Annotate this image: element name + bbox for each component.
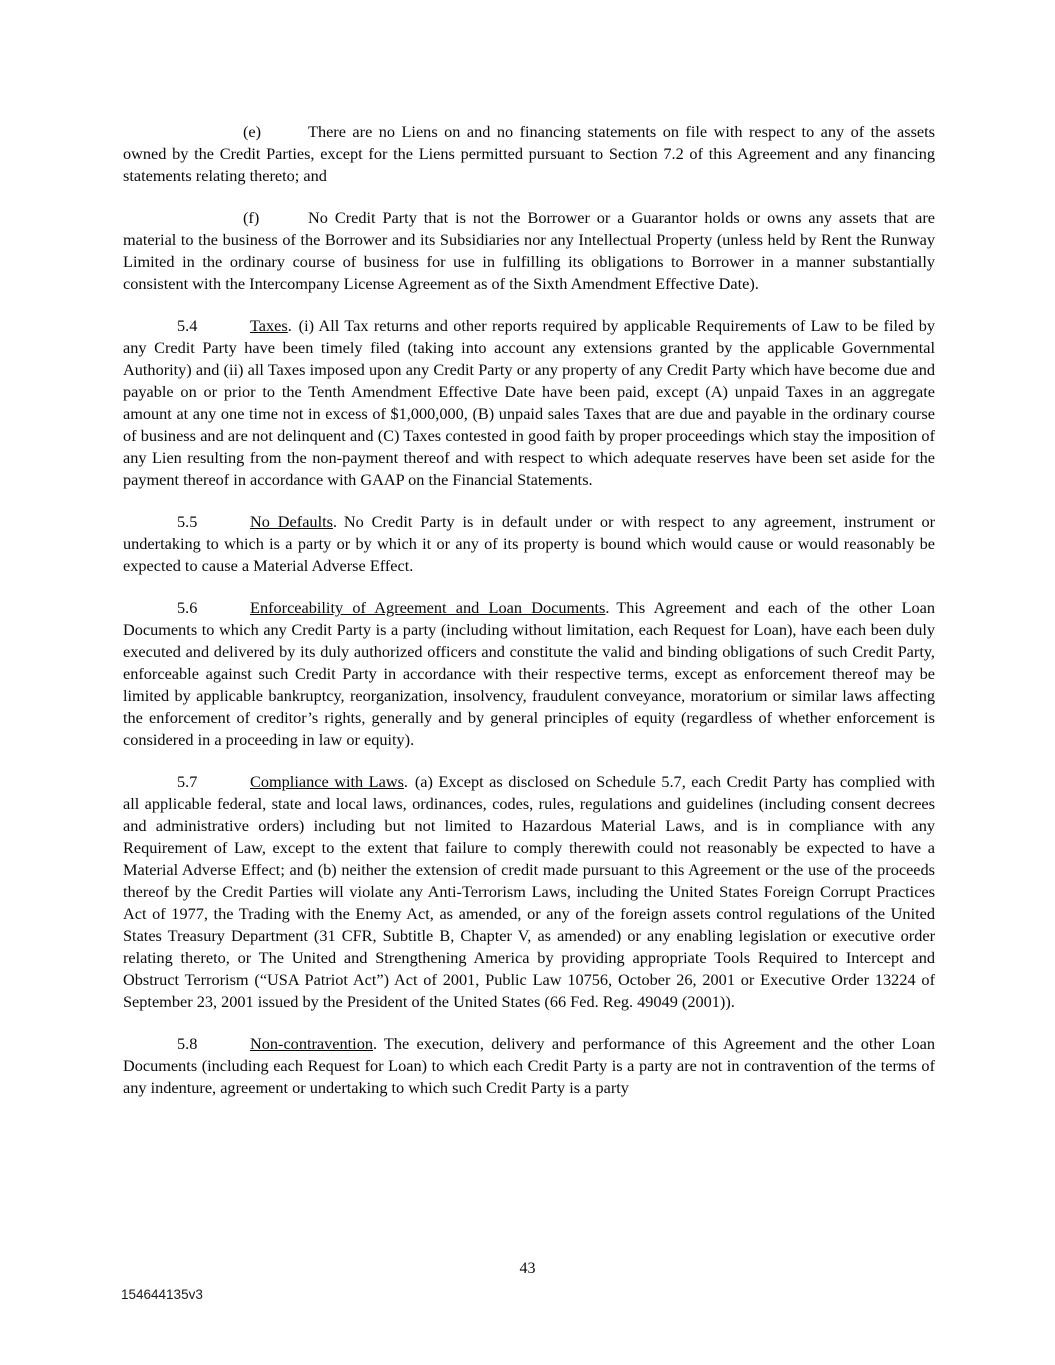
section-5-5 xyxy=(123,511,935,577)
section-text: (i) All Tax returns and other reports required by applicable Requirements of Law to be filed by any Credit Party have been timely filed (taking into account any extensions granted by the applicable Governmental Authority) and (ii) all Taxes imposed upon any Credit Party or any property of any Credit Party which have become due and payable on or prior to the Tenth Amendment Effective Date have been paid, except (A) unpaid Taxes in an aggregate amount at any one time not in excess of $1,000,000, (B) unpaid sales Taxes that are due and payable in the ordinary course of business and are not delinquent and (C) Taxes contested in good faith by proper proceedings which stay the imposition of any Lien resulting from the non-payment thereof and with respect to which adequate reserves have been set aside for the payment thereof in accordance with GAAP on the Financial Statements. xyxy=(123,316,935,489)
section-text: The execution, delivery and performance of this Agreement and the other Loan Documents (including each Request for Loan) to which each Credit Party is a party are not in contravention of the terms of any indenture, agreement or undertaking to which such Credit Party is a party xyxy=(123,1034,935,1097)
section-number: 5.7 xyxy=(177,772,198,791)
section-heading: Compliance with Laws xyxy=(250,772,404,791)
page-number: 43 xyxy=(519,1260,536,1277)
document-id-stamp: 154644135v3 xyxy=(121,1287,203,1302)
paragraph-f xyxy=(123,207,935,295)
section-text: This Agreement and each of the other Loan Documents to which any Credit Party is a party (including without limitation, each Request for Loan), have each been duly executed and delivered by its duly authorized officers and constitute the valid and binding obligations of such Credit Party, enforceable against such Credit Party in accordance with their respective terms, except as enforcement thereof may be limited by applicable bankruptcy, reorganization, insolvency, fraudulent conveyance, moratorium or similar laws affecting the enforcement of creditor’s rights, generally and by general principles of equity (regardless of whether enforcement is considered in a proceeding in law or equity). xyxy=(123,598,935,749)
section-5-4 xyxy=(123,315,935,491)
heading-period: . xyxy=(605,598,610,617)
section-heading: Non-contravention xyxy=(250,1034,373,1053)
heading-period: . xyxy=(372,1034,378,1053)
paragraph-text: There are no Liens on and no financing statements on file with respect to any of the assets owned by the Credit Parties, except for the Liens permitted pursuant to Section 7.2 of this Agreement and any financing statements relating thereto; and xyxy=(123,122,935,185)
paragraph-letter: (f) xyxy=(243,208,260,227)
paragraph-e xyxy=(123,121,935,187)
section-number: 5.4 xyxy=(177,316,198,335)
heading-period: . xyxy=(403,772,408,791)
section-number: 5.8 xyxy=(177,1034,198,1053)
section-5-7 xyxy=(123,771,935,1013)
heading-period: . xyxy=(287,316,292,335)
section-5-6 xyxy=(123,597,935,751)
paragraph-text: No Credit Party that is not the Borrower or a Guarantor holds or owns any assets that are material to the business of the Borrower and its Subsidiaries nor any Intellectual Property (unless held by Rent the Runway Limited in the ordinary course of business for use in fulfilling its obligations to Borrower in a manner substantially consistent with the Intercompany License Agreement as of the Sixth Amendment Effective Date). xyxy=(123,208,935,293)
section-number: 5.6 xyxy=(177,598,198,617)
section-heading: No Defaults xyxy=(250,512,333,531)
paragraph-letter: (e) xyxy=(243,122,262,141)
section-5-8 xyxy=(123,1033,935,1099)
section-heading: Enforceability of Agreement and Loan Documents xyxy=(250,598,606,617)
section-text: No Credit Party is in default under or with respect to any agreement, instrument or undertaking to which is a party or by which it or any of its property is bound which would cause or would reasonably be expected to cause a Material Adverse Effect. xyxy=(123,512,936,575)
section-text: (a) Except as disclosed on Schedule 5.7, each Credit Party has complied with all applicable federal, state and local laws, ordinances, codes, rules, regulations and guidelines (including consent decrees and administrative orders) including but not limited to Hazardous Material Laws, and is in compliance with any Requirement of Law, except to the extent that failure to comply therewith could not reasonably be expected to have a Material Adverse Effect; and (b) neither the extension of credit made pursuant to this Agreement or the use of the proceeds thereof by the Credit Parties will violate any Anti-Terrorism Laws, including the United States Foreign Corrupt Practices Act of 1977, the Trading with the Enemy Act, as amended, or any of the foreign assets control regulations of the United States Treasury Department (31 CFR, Subtitle B, Chapter V, as amended) or any enabling legislation or executive order relating thereto, or The United and Strengthening America by providing appropriate Tools Required to Intercept and Obstruct Terrorism (“USA Patriot Act”) Act of 2001, Public Law 10756, October 26, 2001 or Executive Order 13224 of September 23, 2001 issued by the President of the United States (66 Fed. Reg. 49049 (2001)). xyxy=(123,772,935,1011)
section-heading: Taxes xyxy=(250,316,288,335)
heading-period: . xyxy=(332,512,338,531)
section-number: 5.5 xyxy=(177,512,198,531)
